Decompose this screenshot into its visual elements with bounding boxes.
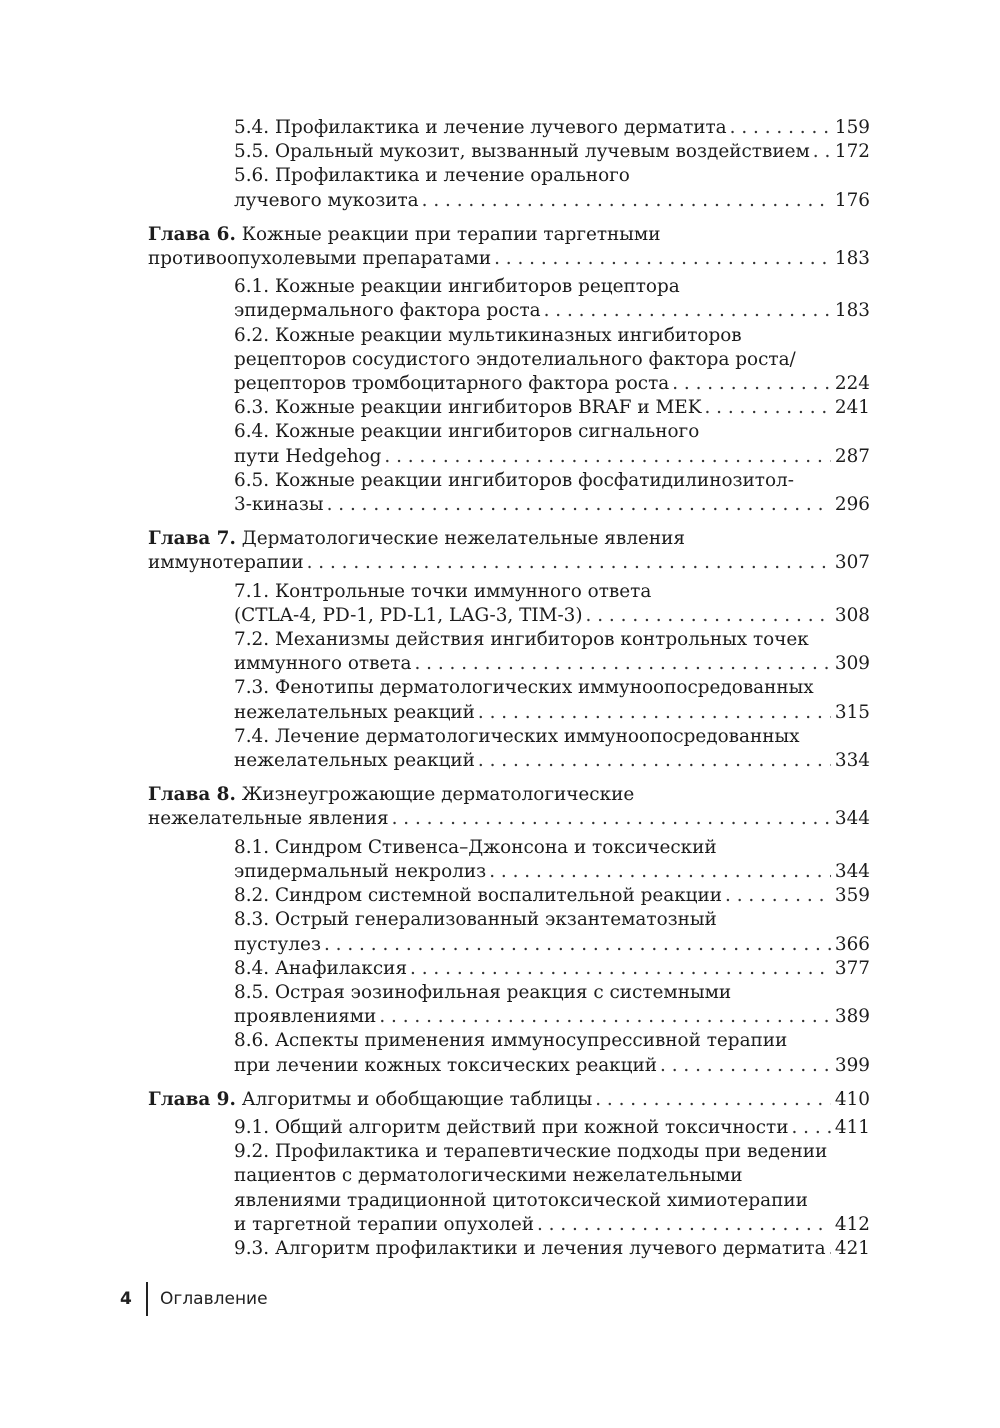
dot-leader: [595, 1088, 831, 1112]
toc-line: [234, 348, 870, 372]
toc-line: [234, 908, 870, 932]
toc-line: [234, 652, 870, 676]
chapter-label: Глава 6.: [148, 223, 236, 245]
toc-section-entry: [234, 396, 870, 420]
toc-entry-text: [234, 299, 541, 323]
toc-line-text: 6.3. Кожные реакции ингибиторов BRAF и MEK: [234, 397, 702, 419]
toc-entry-text: [234, 276, 680, 297]
running-title: Оглавление: [160, 1289, 268, 1309]
toc-page-number: 366: [834, 933, 870, 955]
toc-entry-text: [234, 165, 630, 186]
toc-page-number: 344: [834, 860, 870, 882]
toc-section-entry: [234, 884, 870, 908]
dot-leader: [813, 140, 831, 164]
toc-page-number: 172: [834, 141, 870, 163]
toc-section-entry: [234, 140, 870, 164]
toc-page-number: 241: [834, 397, 870, 419]
dot-leader: [410, 957, 831, 981]
toc-line: [234, 396, 870, 420]
toc-line-text: 8.4. Анафилаксия: [234, 957, 408, 979]
toc-section-entry: [234, 116, 870, 140]
toc-line: [234, 701, 870, 725]
toc-line-text: противоопухолевыми препаратами: [148, 248, 492, 270]
toc-line-text: 9.2. Профилактика и терапевтические подходы при ведении: [234, 1141, 828, 1163]
toc-section-entry: [234, 981, 870, 1029]
toc-line: [234, 1005, 870, 1029]
toc-section-entry: [234, 1116, 870, 1140]
toc-line: [234, 189, 870, 213]
dot-leader: [730, 116, 831, 140]
toc-line-text: 3-киназы: [234, 494, 324, 516]
toc-line-text: 8.2. Синдром системной воспалительной реакции: [234, 885, 723, 907]
dot-leader: [392, 807, 831, 831]
toc-line: [234, 580, 870, 604]
toc-entry-text: [148, 807, 389, 831]
dot-leader: [672, 372, 831, 396]
toc-section-entry: [234, 957, 870, 981]
toc-section-entry: [234, 164, 870, 212]
toc-section-entry: [234, 725, 870, 773]
toc-entry-text: [234, 860, 486, 884]
toc-entry-text: [234, 325, 742, 346]
toc-line: [148, 783, 870, 807]
toc-line: [234, 299, 870, 323]
toc-line: [234, 676, 870, 700]
toc-line: [234, 628, 870, 652]
toc-line-text: явлениями традиционной цитотоксической химиотерапии: [234, 1189, 808, 1211]
toc-line-text: 8.6. Аспекты применения иммуносупрессивной терапии: [234, 1030, 788, 1052]
toc-entry-text: [234, 629, 809, 650]
toc-line: [234, 933, 870, 957]
toc-entry-text: [234, 909, 717, 930]
toc-line-text: 6.1. Кожные реакции ингибиторов рецептора: [234, 276, 680, 298]
dot-leader: [791, 1116, 830, 1140]
toc-entry-text: [234, 884, 722, 908]
toc-line: [234, 324, 870, 348]
toc-line-text: иммунотерапии: [148, 552, 304, 574]
dot-leader: [379, 1005, 831, 1029]
toc-entry-text: [234, 421, 699, 442]
footer-divider: [146, 1282, 148, 1316]
toc-section-entry: [234, 275, 870, 323]
dot-leader: [422, 189, 831, 213]
toc-entry-text: [234, 189, 419, 213]
toc-line-text: иммунного ответа: [234, 653, 412, 675]
dot-leader: [725, 884, 831, 908]
toc-line: [234, 1116, 870, 1140]
toc-line-text: (CTLA-4, PD-1, PD-L1, LAG-3, TIM-3): [234, 604, 583, 626]
toc-line-text: нежелательных реакций: [234, 750, 475, 772]
toc-line-text: 7.1. Контрольные точки иммунного ответа: [234, 580, 652, 602]
toc-line: [234, 469, 870, 493]
toc-line: [234, 420, 870, 444]
toc-line-text: 5.4. Профилактика и лечение лучевого дерматита: [234, 117, 727, 138]
toc-line: [234, 1189, 870, 1213]
toc-line: [234, 445, 870, 469]
dot-leader: [494, 247, 831, 271]
toc-page-number: 309: [834, 653, 870, 675]
toc-entry-text: [234, 1116, 788, 1140]
toc-line: [148, 1088, 870, 1112]
toc-line: [234, 372, 870, 396]
toc-page-number: 176: [834, 189, 870, 211]
toc-section-entry: [234, 836, 870, 884]
toc-entry-text: [148, 551, 304, 575]
toc-entry-text: [234, 493, 324, 517]
toc-entry-text: [234, 1054, 657, 1078]
toc-entry-text: [234, 396, 701, 420]
toc-line-text: Жизнеугрожающие дерматологические: [235, 784, 635, 806]
toc-chapter-entry: [148, 1084, 870, 1112]
toc-line-text: Алгоритмы и обобщающие таблицы: [235, 1088, 593, 1110]
toc-line-text: и таргетной терапии опухолей: [234, 1213, 534, 1235]
toc-entry-text: [148, 1088, 592, 1112]
dot-leader: [660, 1054, 831, 1078]
toc-entry-text: [234, 349, 796, 370]
toc-page-number: 308: [834, 604, 870, 626]
toc-line: [148, 527, 870, 551]
toc-page-number: 344: [834, 808, 870, 830]
toc-line: [234, 884, 870, 908]
toc-entry-text: [234, 1030, 787, 1051]
toc-line-text: эпидермальный некролиз: [234, 860, 487, 882]
dot-leader: [537, 1213, 831, 1237]
toc-page-number: 287: [834, 445, 870, 467]
toc-entry-text: [234, 372, 669, 396]
toc-line: [234, 1054, 870, 1078]
toc-entry-text: [234, 116, 727, 140]
toc-section-entry: [234, 676, 870, 724]
toc-entry-text: [234, 1213, 534, 1237]
toc-section-entry: [234, 420, 870, 468]
chapter-label: Глава 9.: [148, 1088, 236, 1110]
dot-leader: [414, 652, 830, 676]
toc-line-text: 6.4. Кожные реакции ингибиторов сигнального: [234, 421, 700, 443]
toc-line-text: 5.6. Профилактика и лечение орального: [234, 165, 630, 187]
toc-section-entry: [234, 1140, 870, 1237]
toc-line-text: пациентов с дерматологическими нежелательными: [234, 1165, 743, 1187]
toc-line: [148, 551, 870, 575]
toc-entry-text: [234, 445, 381, 469]
toc-page-number: 183: [834, 248, 870, 270]
dot-leader: [489, 860, 831, 884]
toc-line-text: 8.3. Острый генерализованный экзантематозный: [234, 909, 717, 931]
toc-page-number: 296: [834, 494, 870, 516]
toc-page-number: 159: [834, 117, 870, 138]
dot-leader: [704, 396, 830, 420]
dot-leader: [324, 933, 831, 957]
toc-line: [234, 981, 870, 1005]
chapter-label: Глава 7.: [148, 528, 236, 550]
toc-page-number: 183: [834, 300, 870, 322]
toc-line: [234, 836, 870, 860]
toc-line-text: нежелательные явления: [148, 808, 389, 830]
dot-leader: [307, 551, 831, 575]
toc-line: [234, 860, 870, 884]
toc-line-text: 8.1. Синдром Стивенса–Джонсона и токсический: [234, 836, 717, 858]
toc-page-number: 224: [834, 373, 870, 395]
toc-page-number: 411: [834, 1116, 870, 1138]
toc-line-text: лучевого мукозита: [234, 189, 419, 211]
toc-line: [234, 1164, 870, 1188]
toc-line: [234, 275, 870, 299]
toc-line-text: рецепторов сосудистого эндотелиального фактора роста/: [234, 348, 796, 370]
toc-line-text: 6.5. Кожные реакции ингибиторов фосфатидилинозитол-: [234, 469, 794, 491]
toc-line: [234, 604, 870, 628]
toc-entry-text: [148, 224, 661, 245]
toc-entry-text: [234, 726, 800, 747]
toc-page-number: 399: [834, 1054, 870, 1076]
toc-line-text: пустулез: [234, 933, 321, 955]
toc-entry-text: [234, 933, 321, 957]
toc-section-entry: [234, 580, 870, 628]
toc-section-entry: [234, 469, 870, 517]
toc-page-number: 412: [834, 1213, 870, 1235]
toc-line-text: 7.3. Фенотипы дерматологических иммуноопосредованных: [234, 677, 814, 699]
toc-line: [234, 1029, 870, 1053]
dot-leader: [478, 701, 831, 725]
toc-entry-text: [148, 528, 685, 549]
dot-leader: [544, 299, 831, 323]
toc-entry-text: [148, 247, 491, 271]
dot-leader: [478, 749, 831, 773]
toc-line: [148, 223, 870, 247]
toc-line: [148, 247, 870, 271]
toc-line: [234, 116, 870, 140]
toc-line-text: эпидермального фактора роста: [234, 300, 541, 322]
toc-entry-text: [234, 701, 475, 725]
toc-line: [234, 493, 870, 517]
toc-page-number: 334: [834, 750, 870, 772]
toc-entry-text: [234, 837, 717, 858]
toc-page-number: 410: [834, 1088, 870, 1110]
toc-entry-text: [234, 1190, 808, 1211]
toc-section-entry: [234, 324, 870, 397]
toc-line-text: 9.3. Алгоритм профилактики и лечения лучевого дерматита: [234, 1237, 826, 1259]
toc-line: [234, 140, 870, 164]
table-of-contents: [148, 116, 870, 1261]
toc-line-text: рецепторов тромбоцитарного фактора роста: [234, 373, 670, 395]
toc-line-text: 9.1. Общий алгоритм действий при кожной токсичности: [234, 1116, 789, 1138]
dot-leader: [327, 493, 831, 517]
toc-entry-text: [234, 1165, 742, 1186]
toc-page-number: 307: [834, 552, 870, 574]
toc-line: [234, 1213, 870, 1237]
toc-line-text: Кожные реакции при терапии таргетными: [235, 223, 661, 245]
toc-entry-text: [234, 749, 475, 773]
toc-chapter-entry: [148, 779, 870, 831]
toc-page-number: 315: [834, 701, 870, 723]
toc-entry-text: [234, 1141, 827, 1162]
toc-line-text: нежелательных реакций: [234, 701, 475, 723]
toc-line: [234, 1140, 870, 1164]
toc-chapter-entry: [148, 219, 870, 271]
toc-line: [234, 749, 870, 773]
toc-page-number: 389: [834, 1006, 870, 1028]
page-number: 4: [120, 1289, 132, 1309]
toc-entry-text: [234, 957, 407, 981]
toc-line: [234, 164, 870, 188]
toc-line: [148, 807, 870, 831]
toc-page-number: 359: [834, 885, 870, 907]
toc-line-text: при лечении кожных токсических реакций: [234, 1054, 658, 1076]
toc-section-entry: [234, 1029, 870, 1077]
toc-entry-text: [148, 784, 634, 805]
dot-leader: [586, 604, 831, 628]
toc-page-number: 421: [834, 1237, 870, 1259]
toc-entry-text: [234, 581, 651, 602]
toc-line-text: проявлениями: [234, 1006, 377, 1028]
toc-line-text: 6.2. Кожные реакции мультикиназных ингибиторов: [234, 324, 742, 346]
toc-line-text: 7.2. Механизмы действия ингибиторов контрольных точек: [234, 629, 809, 651]
page-footer: [120, 1282, 268, 1316]
toc-section-entry: [234, 908, 870, 956]
toc-line-text: 7.4. Лечение дерматологических иммуноопосредованных: [234, 725, 800, 747]
toc-line: [234, 725, 870, 749]
toc-entry-text: [234, 1005, 376, 1029]
toc-entry-text: [234, 604, 583, 628]
toc-section-entry: [234, 628, 870, 676]
toc-line-text: 8.5. Острая эозинофильная реакция с системными: [234, 981, 732, 1003]
toc-chapter-entry: [148, 523, 870, 575]
chapter-label: Глава 8.: [148, 784, 236, 806]
toc-entry-text: [234, 1237, 826, 1261]
toc-line-text: пути Hedgehog: [234, 445, 382, 467]
dot-leader: [384, 445, 830, 469]
toc-entry-text: [234, 470, 794, 491]
toc-line-text: Дерматологические нежелательные явления: [235, 528, 685, 550]
toc-entry-text: [234, 652, 411, 676]
toc-section-entry: [234, 1237, 870, 1261]
toc-entry-text: [234, 677, 814, 698]
toc-page-number: 377: [834, 957, 870, 979]
toc-entry-text: [234, 140, 810, 164]
toc-line: [234, 1237, 870, 1261]
toc-line-text: 5.5. Оральный мукозит, вызванный лучевым воздействием: [234, 141, 810, 163]
toc-entry-text: [234, 982, 731, 1003]
toc-line: [234, 957, 870, 981]
dot-leader: [829, 1237, 831, 1261]
